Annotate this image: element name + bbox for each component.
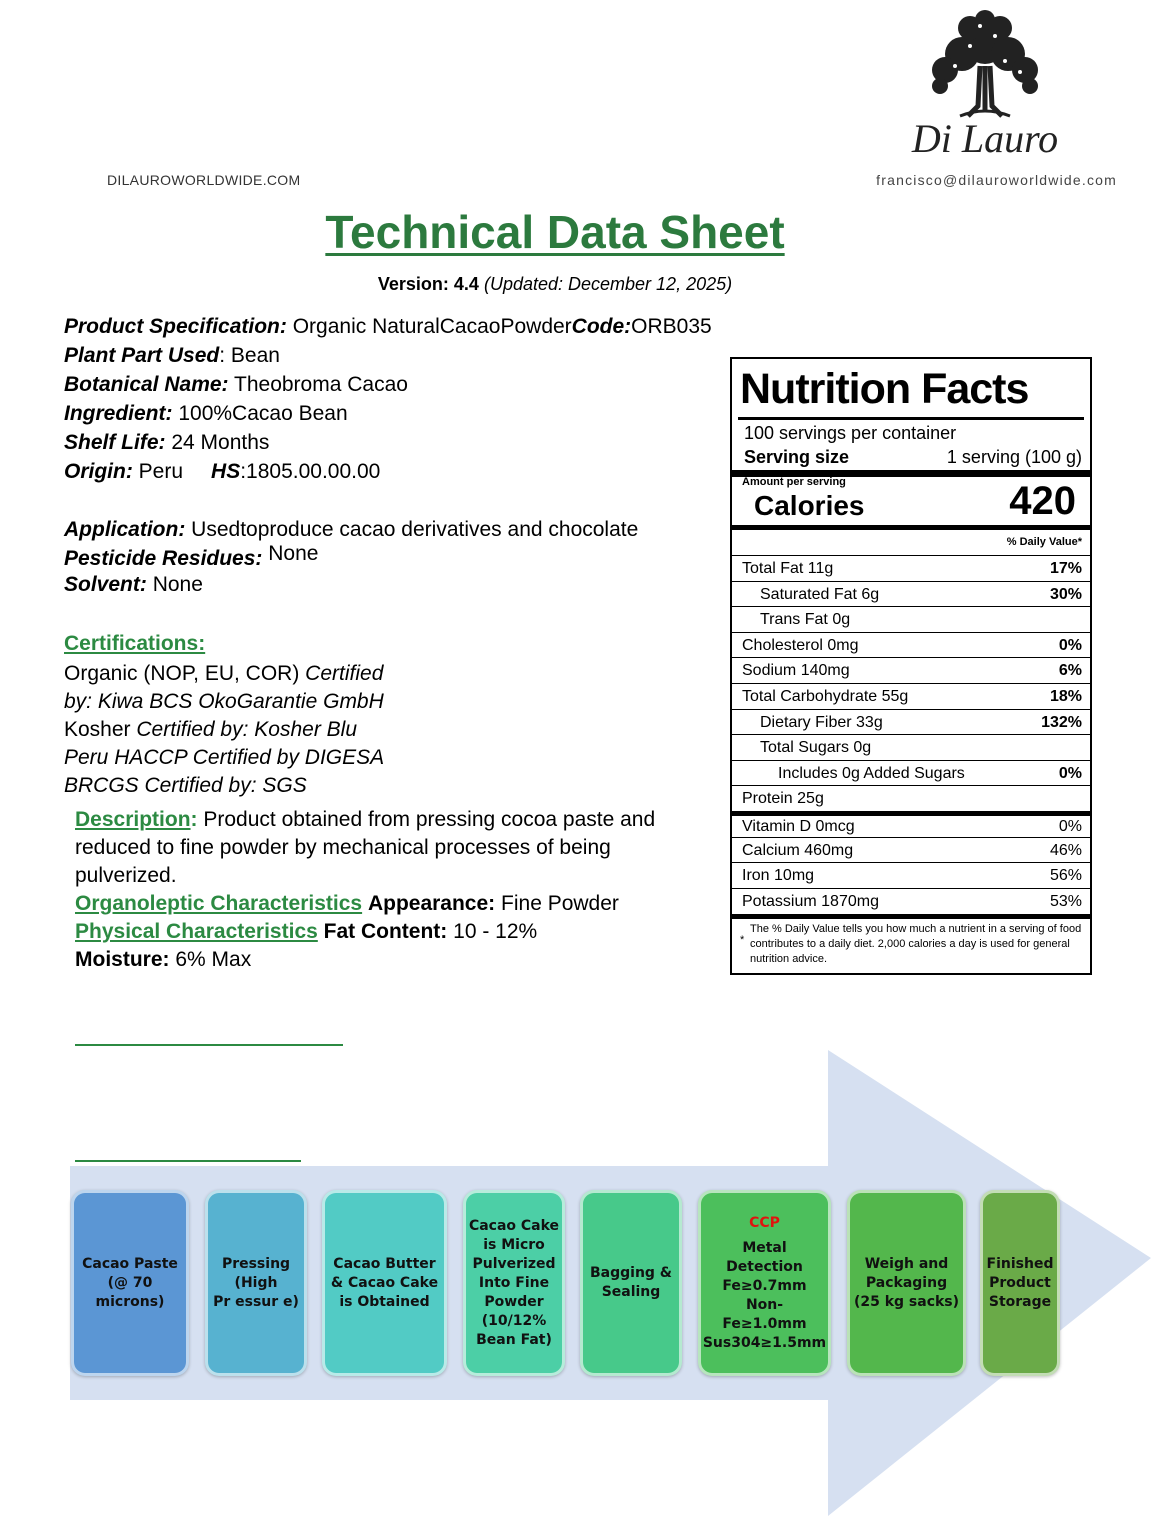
page-title: Technical Data Sheet xyxy=(325,206,785,258)
nutrient-row xyxy=(732,760,1090,786)
process-step-storage xyxy=(980,1190,1060,1376)
nutrient-pct: 17% xyxy=(1049,560,1082,577)
nutrient-row xyxy=(732,862,1090,888)
nutrition-facts-panel xyxy=(730,357,1092,975)
nutrient-label: Dietary Fiber 33g xyxy=(760,713,883,731)
process-step-pulverize xyxy=(463,1190,565,1376)
nutrient-row xyxy=(732,606,1090,632)
version-number: 4.4 xyxy=(453,274,479,294)
pesticide-value: None xyxy=(268,542,319,565)
fat-content-label: Fat Content: xyxy=(323,920,448,943)
step-line: Non- xyxy=(745,1296,784,1313)
nutrient-label: Includes 0g Added Sugars xyxy=(778,764,965,782)
pesticide-label: Pesticide Residues: xyxy=(64,547,263,570)
cert-organic-certified: Certified xyxy=(305,662,384,685)
nutrient-label: Saturated Fat 6g xyxy=(760,585,880,603)
step-line: is Micro xyxy=(483,1236,545,1253)
product-spec-block xyxy=(64,312,712,599)
plant-part-label: Plant Part Used xyxy=(64,344,220,367)
step-line: Pr essur e) xyxy=(213,1293,299,1310)
nutrition-footnote xyxy=(732,914,1090,967)
step-line: (High xyxy=(234,1274,278,1291)
footnote-text: The % Daily Value tells you how much a nutrient in a serving of food contributes to a daily diet. 2,000 calories a day is used for general nutrition advice. xyxy=(750,923,1082,965)
product-spec-value: Organic NaturalCacaoPowder xyxy=(292,315,572,338)
application-value: Usedtoproduce cacao derivatives and chocolate xyxy=(191,518,639,541)
solvent-label: Solvent: xyxy=(64,573,147,596)
plant-part-value: : Bean xyxy=(219,344,280,367)
cert-brcgs: BRCGS Certified by: SGS xyxy=(64,774,307,797)
step-line: Finished xyxy=(986,1255,1054,1272)
physical-heading: Physical Characteristics xyxy=(75,920,318,943)
nutrient-row xyxy=(732,683,1090,709)
shelf-life-label: Shelf Life: xyxy=(64,431,166,454)
cert-organic-by: by: Kiwa BCS OkoGarantie GmbH xyxy=(64,690,384,713)
cert-kosher-by: Certified by: Kosher Blu xyxy=(136,718,357,741)
step-line: Detection xyxy=(726,1258,803,1275)
step-line: Cacao Butter xyxy=(333,1255,436,1272)
email-link[interactable]: francisco@dilauroworldwide.com xyxy=(876,172,1117,188)
process-step-bagging xyxy=(580,1190,682,1376)
step-line: Sealing xyxy=(601,1284,661,1300)
step-line: Cacao Paste xyxy=(82,1255,178,1272)
step-line: Powder xyxy=(484,1293,544,1310)
website-link[interactable]: DILAUROWORLDWIDE.COM xyxy=(107,172,301,188)
nutrient-label: Cholesterol 0mg xyxy=(742,636,859,654)
nutrient-label: Protein 25g xyxy=(742,790,824,808)
step-line: Pulverized xyxy=(472,1255,556,1272)
version-line xyxy=(0,274,1110,295)
nutrient-pct: 6% xyxy=(1058,662,1082,680)
moisture-value: 6% Max xyxy=(175,948,252,971)
nutrient-row xyxy=(732,888,1090,914)
step-line: Weigh and xyxy=(864,1255,949,1272)
appearance-label: Appearance: xyxy=(367,892,496,915)
step-line: Sus304≥1.5mm xyxy=(702,1334,827,1351)
footnote-marker: * xyxy=(740,934,745,946)
cert-haccp: Peru HACCP Certified by DIGESA xyxy=(64,746,385,769)
divider xyxy=(75,1044,343,1046)
step-line: (10/12% xyxy=(481,1312,547,1329)
step-line: (25 kg sacks) xyxy=(853,1293,960,1310)
step-line: Pressing xyxy=(221,1255,291,1272)
brand-name: Di Lauro xyxy=(911,116,1059,161)
serving-size-value: 1 serving (100 g) xyxy=(946,447,1082,467)
cert-organic: Organic (NOP, EU, COR) xyxy=(64,662,300,685)
step-line: Storage xyxy=(988,1293,1052,1310)
nutrition-title: Nutrition Facts xyxy=(740,365,1029,413)
step-line: Product xyxy=(989,1274,1051,1291)
nutrient-row xyxy=(732,837,1090,863)
nutrient-pct: 0% xyxy=(1058,817,1082,835)
process-step-weigh-packaging xyxy=(847,1190,966,1376)
calories-label: Calories xyxy=(754,490,865,521)
code-label: Code: xyxy=(571,315,632,338)
calories-value: 420 xyxy=(1009,479,1076,523)
nutrient-row xyxy=(732,785,1090,811)
nutrient-label: Calcium 460mg xyxy=(742,841,854,859)
description-text: Product obtained from pressing cocoa paste and reduced to fine powder by mechanical processes of being pulverized. xyxy=(75,808,656,887)
step-line: Fe≥0.7mm xyxy=(722,1277,807,1294)
hs-value: :1805.00.00.00 xyxy=(240,460,381,483)
servings-per-container: 100 servings per container xyxy=(744,423,957,443)
nutrient-row xyxy=(732,632,1090,658)
nutrient-row xyxy=(732,709,1090,735)
divider xyxy=(732,525,1090,530)
nutrient-pct: 18% xyxy=(1049,687,1082,705)
nutrient-pct: 0% xyxy=(1058,764,1082,782)
nutrient-row xyxy=(732,555,1090,581)
nutrient-pct: 56% xyxy=(1049,867,1082,885)
nutrient-pct: 132% xyxy=(1041,713,1082,731)
step-line: & Cacao Cake xyxy=(330,1274,439,1291)
fat-content-value: 10 - 12% xyxy=(453,920,538,943)
description-heading: Description xyxy=(75,808,191,831)
step-line: Into Fine xyxy=(478,1274,550,1291)
origin-value: Peru xyxy=(138,460,184,483)
ccp-label: CCP xyxy=(749,1214,780,1231)
ingredient-value: 100%Cacao Bean xyxy=(178,402,348,425)
nutrient-row xyxy=(732,734,1090,760)
nutrient-pct: 46% xyxy=(1049,841,1082,859)
nutrient-label: Potassium 1870mg xyxy=(742,892,879,910)
ingredient-label: Ingredient: xyxy=(64,402,173,425)
step-line: microns) xyxy=(95,1293,165,1310)
step-line: Cacao Cake xyxy=(468,1217,560,1234)
divider xyxy=(738,417,1084,420)
botanical-name-value: Theobroma Cacao xyxy=(234,373,408,396)
organoleptic-heading: Organoleptic Characteristics xyxy=(75,892,363,915)
serving-size-label: Serving size xyxy=(744,447,850,467)
nutrient-row xyxy=(732,581,1090,607)
step-line: is Obtained xyxy=(339,1293,430,1310)
nutrient-label: Vitamin D 0mcg xyxy=(742,817,855,835)
solvent-value: None xyxy=(152,573,203,596)
daily-value-header: % Daily Value* xyxy=(1006,536,1082,548)
version-updated: (Updated: December 12, 2025) xyxy=(483,274,733,294)
origin-label: Origin: xyxy=(64,460,133,483)
certifications-block xyxy=(64,630,384,800)
description-block xyxy=(75,806,715,974)
nutrient-label: Total Sugars 0g xyxy=(760,739,872,757)
nutrient-label: Iron 10mg xyxy=(742,867,815,885)
nutrient-table xyxy=(732,555,1090,913)
certifications-heading: Certifications: xyxy=(64,632,206,655)
description-colon: : xyxy=(190,808,198,831)
hs-label: HS xyxy=(211,460,241,483)
process-step-cacao-paste xyxy=(71,1190,189,1376)
nutrient-label: Trans Fat 0g xyxy=(760,611,851,629)
shelf-life-value: 24 Months xyxy=(171,431,270,454)
amount-per-serving: Amount per serving xyxy=(742,476,846,488)
cert-kosher: Kosher xyxy=(64,718,131,741)
step-line: (@ 70 xyxy=(107,1274,153,1291)
process-step-metal-detection xyxy=(698,1190,831,1376)
nutrient-label: Total Carbohydrate 55g xyxy=(742,687,909,705)
nutrient-row xyxy=(732,657,1090,683)
serving-size xyxy=(744,447,1082,468)
step-line: Bean Fat) xyxy=(476,1331,552,1348)
code-value: ORB035 xyxy=(631,315,712,338)
moisture-label: Moisture: xyxy=(75,948,170,971)
botanical-name-label: Botanical Name: xyxy=(64,373,229,396)
dilauro-logo xyxy=(900,6,1070,166)
nutrient-pct: 0% xyxy=(1058,636,1082,654)
step-line: Bagging & xyxy=(589,1265,673,1281)
nutrient-pct: 53% xyxy=(1049,892,1082,910)
step-line: Fe≥1.0mm xyxy=(722,1315,807,1332)
nutrient-row xyxy=(732,811,1090,837)
application-label: Application: xyxy=(64,518,186,541)
nutrient-label: Total Fat 11g xyxy=(742,560,834,577)
nutrient-label: Sodium 140mg xyxy=(742,662,850,680)
appearance-value: Fine Powder xyxy=(501,892,619,915)
step-line: Metal xyxy=(742,1239,787,1256)
step-line: Packaging xyxy=(865,1274,948,1291)
process-step-butter-cake xyxy=(322,1190,447,1376)
product-spec-label: Product Specification: xyxy=(64,315,287,338)
process-step-pressing xyxy=(205,1190,307,1376)
nutrient-pct: 30% xyxy=(1049,585,1082,603)
version-label: Version: xyxy=(377,274,449,294)
